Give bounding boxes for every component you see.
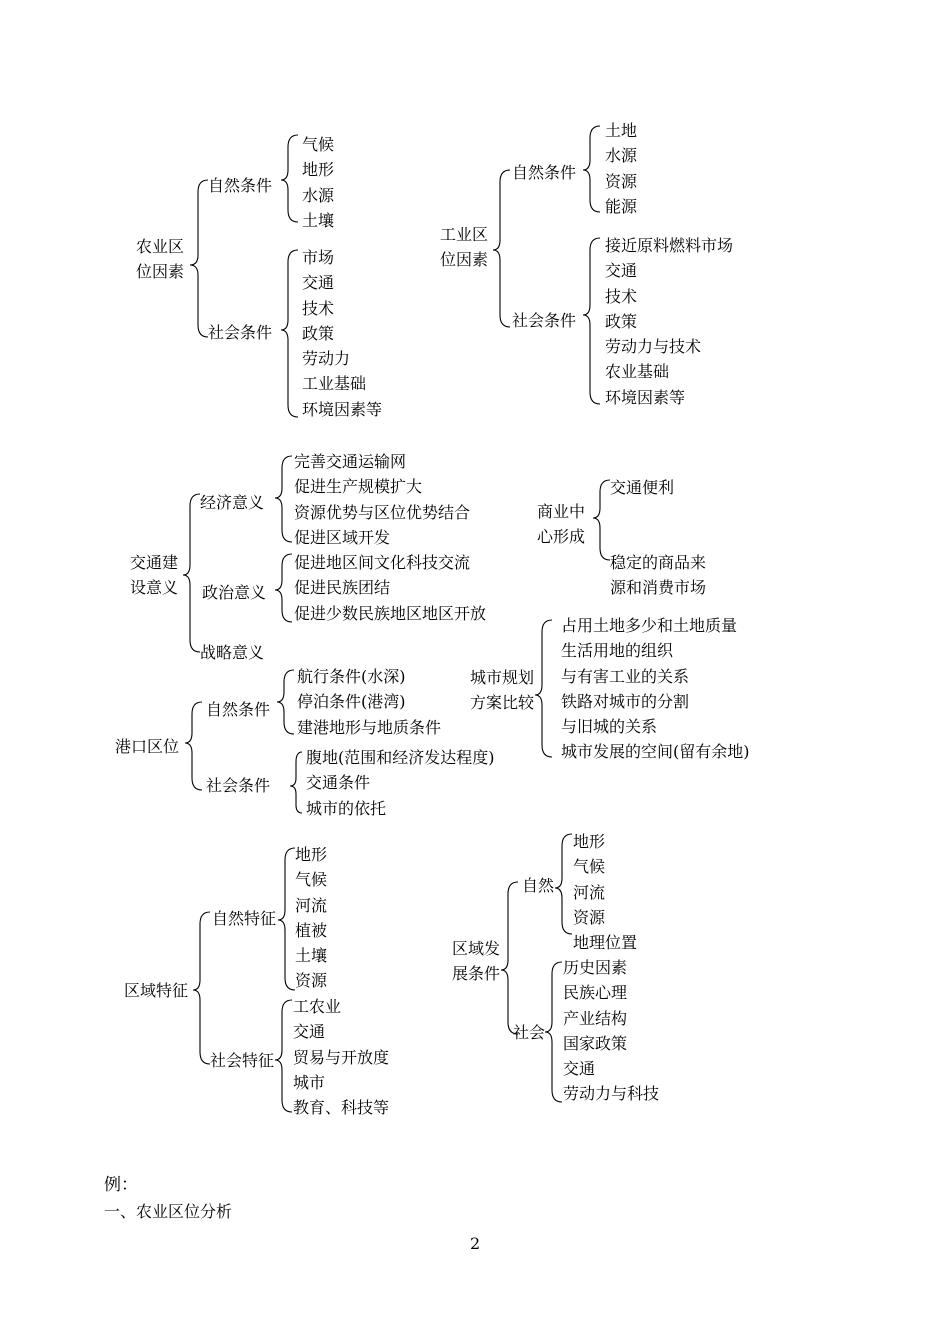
- region-social-list: [293, 994, 389, 1120]
- transport-econ-list: [294, 449, 470, 550]
- list-item: 促进地区间文化科技交流: [294, 553, 471, 572]
- list-item: 技术: [605, 286, 638, 306]
- region-social-label: 社会特征: [210, 1051, 275, 1070]
- list-item: 气候: [302, 135, 335, 154]
- list-item: 地形: [295, 845, 328, 864]
- list-item: 稳定的商品来: [610, 553, 707, 572]
- list-item: 民族心理: [563, 983, 628, 1003]
- list-item: 接近原料燃料市场: [605, 236, 734, 255]
- transport-pol-list: [294, 550, 486, 626]
- ind-social-list: [605, 233, 733, 410]
- list-item: 历史因素: [563, 958, 628, 977]
- list-item: 资源: [573, 907, 606, 927]
- list-item: 环境因素等: [605, 387, 686, 407]
- list-item: 地理位置: [573, 933, 638, 953]
- transport-econ-label: 经济意义: [200, 493, 265, 512]
- list-item: 河流: [573, 882, 606, 902]
- ind-social-label: 社会条件: [512, 311, 577, 330]
- commerce-list: [610, 550, 706, 601]
- page-number: 2: [470, 1234, 481, 1253]
- ind-title: 工业区 位因素: [440, 225, 489, 269]
- commerce-item: 交通便利: [610, 478, 675, 497]
- list-item: 劳动力与技术: [605, 337, 702, 357]
- port-social-list: [306, 745, 495, 821]
- list-item: 促进民族团结: [294, 578, 391, 598]
- list-item: 资源优势与区位优势结合: [294, 502, 471, 522]
- list-item: 资源: [605, 171, 638, 191]
- list-item: 环境因素等: [302, 399, 383, 419]
- list-item: 市场: [302, 248, 335, 267]
- list-item: 能源: [605, 196, 638, 216]
- transport-pol-label: 政治意义: [202, 583, 267, 602]
- list-item: 农业基础: [605, 362, 670, 382]
- list-item: 生活用地的组织: [561, 641, 674, 661]
- list-item: 交通: [605, 261, 638, 281]
- list-item: 交通: [302, 273, 335, 293]
- ind-natural-list: [605, 118, 637, 219]
- list-item: 促进区域开发: [294, 527, 391, 547]
- commerce-title: 商业中 心形成: [537, 502, 586, 546]
- region-natural-list: [295, 842, 327, 994]
- list-item: 政策: [302, 323, 335, 343]
- agri-social-label: 社会条件: [208, 323, 273, 342]
- list-item: 水源: [605, 146, 638, 166]
- list-item: 工业基础: [302, 374, 367, 394]
- port-social-label: 社会条件: [206, 776, 271, 795]
- list-item: 教育、科技等: [293, 1098, 390, 1118]
- list-item: 城市的依托: [306, 798, 387, 818]
- list-item: 工农业: [293, 997, 342, 1016]
- list-item: 占用土地多少和土地质量: [561, 616, 738, 635]
- dev-natural-label: 自然: [522, 876, 555, 895]
- example-heading: 例：: [104, 1175, 138, 1195]
- list-item: 植被: [295, 920, 328, 940]
- agri-natural-list: [302, 132, 334, 233]
- agri-title: 农业区 位因素: [136, 237, 185, 281]
- transport-strat-label: 战略意义: [200, 643, 265, 662]
- list-item: 停泊条件(港湾): [297, 692, 406, 712]
- list-item: 交通条件: [306, 773, 371, 793]
- list-item: 产业结构: [563, 1008, 628, 1028]
- list-item: 气候: [573, 857, 606, 877]
- list-item: 地形: [573, 832, 606, 851]
- list-item: 国家政策: [563, 1033, 628, 1053]
- dev-social-list: [563, 955, 659, 1107]
- list-item: 交通: [293, 1022, 326, 1042]
- list-item: 气候: [295, 870, 328, 890]
- list-item: 腹地(范围和经济发达程度): [306, 748, 495, 767]
- list-item: 土壤: [295, 946, 328, 966]
- list-item: 政策: [605, 311, 638, 331]
- urban-list: [561, 613, 750, 765]
- list-item: 劳动力: [302, 349, 351, 369]
- list-item: 技术: [302, 298, 335, 318]
- region-natural-label: 自然特征: [212, 909, 277, 928]
- example-item: 一、农业区位分析: [104, 1202, 233, 1221]
- list-item: 与旧城的关系: [561, 717, 658, 737]
- dev-title: 区域发 展条件: [452, 939, 501, 983]
- list-item: 交通: [563, 1059, 596, 1079]
- list-item: 资源: [295, 971, 328, 991]
- ind-natural-label: 自然条件: [512, 163, 577, 182]
- list-item: 航行条件(水深): [297, 667, 406, 686]
- list-item: 源和消费市场: [610, 578, 707, 598]
- list-item: 与有害工业的关系: [561, 666, 690, 686]
- list-item: 水源: [302, 185, 335, 205]
- agri-natural-label: 自然条件: [208, 176, 273, 195]
- port-natural-list: [297, 664, 441, 740]
- list-item: 促进少数民族地区地区开放: [294, 603, 487, 623]
- agri-social-list: [302, 245, 382, 422]
- list-item: 促进生产规模扩大: [294, 477, 423, 497]
- port-title: 港口区位: [115, 737, 180, 756]
- list-item: 河流: [295, 895, 328, 915]
- list-item: 土地: [605, 121, 638, 140]
- list-item: 铁路对城市的分割: [561, 691, 690, 711]
- list-item: 完善交通运输网: [294, 452, 407, 471]
- list-item: 城市发展的空间(留有余地): [561, 742, 750, 762]
- list-item: 土壤: [302, 210, 335, 230]
- region-title: 区域特征: [124, 981, 189, 1000]
- transport-title: 交通建 设意义: [130, 553, 179, 597]
- dev-social-label: 社会: [513, 1023, 546, 1042]
- urban-title: 城市规划 方案比较: [470, 668, 535, 712]
- port-natural-label: 自然条件: [206, 700, 271, 719]
- list-item: 地形: [302, 160, 335, 180]
- list-item: 贸易与开放度: [293, 1047, 390, 1067]
- list-item: 劳动力与科技: [563, 1084, 660, 1104]
- dev-natural-list: [573, 829, 637, 955]
- list-item: 建港地形与地质条件: [297, 717, 442, 737]
- list-item: 城市: [293, 1072, 326, 1092]
